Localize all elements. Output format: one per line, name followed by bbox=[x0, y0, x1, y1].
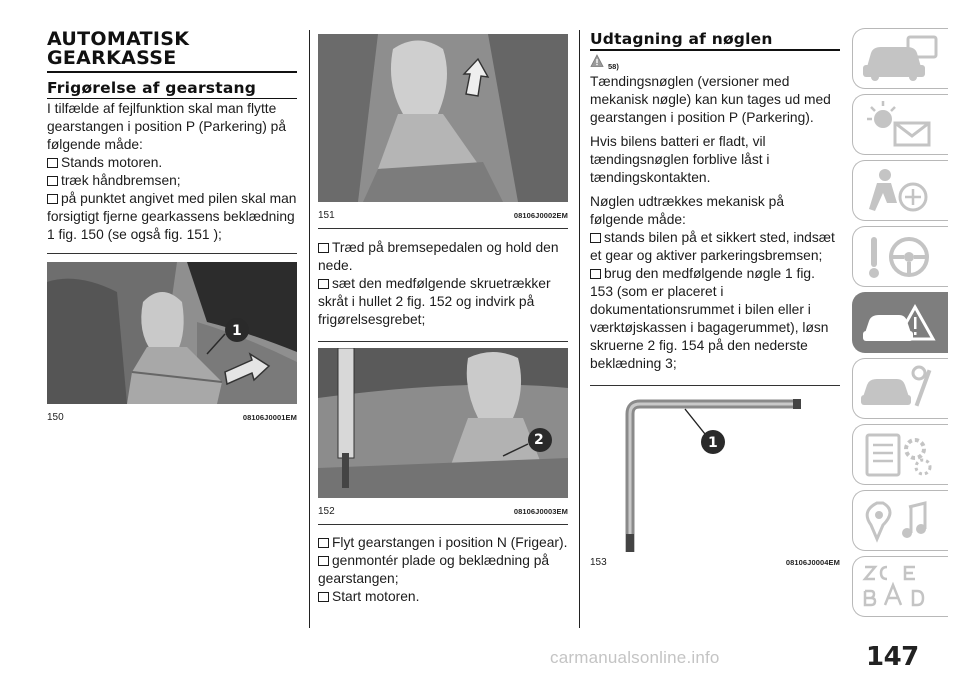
figure-153-code: 08106J0004EM bbox=[785, 558, 840, 568]
chapter-tabs bbox=[852, 28, 948, 622]
key-para-2: Hvis bilens batteri er fladt, vil tændingsnøglen forblive låst i tændingskontakten. bbox=[590, 133, 770, 185]
figure-150-photo bbox=[47, 262, 297, 404]
figure-152-caption bbox=[318, 498, 568, 524]
section-title-line-2: GEARKASSE bbox=[47, 47, 177, 69]
step-refit-cover: genmontér plade og beklædning på gearstangen; bbox=[318, 553, 550, 586]
warning-reference bbox=[590, 53, 840, 73]
callout-1-label: 1 bbox=[708, 434, 718, 451]
figure-rule bbox=[318, 524, 568, 525]
checkbox-bullet-icon bbox=[590, 269, 601, 279]
gear-lever-cover-illustration bbox=[47, 262, 297, 404]
step-press-brake: Træd på bremsepedalen og hold den nede. bbox=[318, 240, 559, 273]
checkbox-bullet-icon bbox=[318, 538, 329, 548]
title-rule bbox=[47, 71, 297, 73]
tab-index[interactable] bbox=[852, 556, 948, 617]
checkbox-bullet-icon bbox=[318, 556, 329, 566]
column-3 bbox=[590, 30, 840, 574]
step-insert-screwdriver: sæt den medfølgende skruetrækker skråt i hullet 2 fig. 152 og indvirk på frigørelsesgrebet; bbox=[318, 276, 551, 327]
key-para-3: Nøglen udtrækkes mekanisk på følgende måde: bbox=[590, 193, 785, 227]
figure-150-number: 150 bbox=[47, 411, 64, 423]
hex-key-illustration bbox=[590, 394, 840, 552]
page-number: 147 bbox=[866, 642, 919, 672]
section-title-line-1: AUTOMATISK bbox=[47, 28, 190, 50]
checkbox-bullet-icon bbox=[47, 194, 58, 204]
tab-warning-lights[interactable] bbox=[852, 94, 948, 155]
car-maintenance-icon bbox=[853, 359, 947, 417]
step-move-to-neutral: Flyt gearstangen i position N (Frigear). bbox=[318, 534, 568, 552]
figure-152-number: 152 bbox=[318, 505, 335, 517]
callout-1-label: 1 bbox=[232, 323, 242, 340]
column-divider-2 bbox=[579, 30, 580, 628]
tab-dashboard[interactable] bbox=[852, 28, 948, 89]
column-divider-1 bbox=[309, 30, 310, 628]
intro-paragraph: I tilfælde af fejlfunktion skal man flytte gearstangen i position P (Parkering) på følgende måde: bbox=[47, 101, 287, 153]
multimedia-icon bbox=[853, 491, 947, 549]
callout-2-label: 2 bbox=[534, 432, 544, 448]
figure-153-number: 153 bbox=[590, 557, 607, 569]
gear-lever-closeup-illustration bbox=[318, 34, 568, 202]
figure-152-photo bbox=[318, 348, 568, 498]
warning-triangle-icon bbox=[590, 54, 604, 68]
step-stop-engine: Stands motoren. bbox=[47, 154, 297, 172]
warning-ref-number: 58) bbox=[608, 61, 619, 71]
figure-153-drawing bbox=[590, 394, 840, 552]
column-2 bbox=[318, 30, 568, 606]
figure-153-caption bbox=[590, 552, 840, 574]
figure-rule bbox=[590, 385, 840, 386]
watermark: carmanualsonline.info bbox=[550, 648, 720, 667]
figure-150-code: 08106J0001EM bbox=[242, 412, 297, 422]
checkbox-bullet-icon bbox=[47, 158, 58, 168]
column-1 bbox=[47, 30, 297, 430]
alphabetical-index-icon bbox=[853, 557, 947, 615]
tab-in-an-emergency[interactable] bbox=[852, 292, 948, 353]
screwdriver-release-illustration bbox=[318, 348, 568, 498]
figure-rule bbox=[318, 341, 568, 342]
steering-wheel-icon bbox=[853, 227, 947, 285]
warning-lights-icon bbox=[853, 95, 947, 153]
step-remove-cover: på punktet angivet med pilen skal man forsigtigt fjerne gearkassens beklædning 1 fig. 150 (se også fig. 151 ); bbox=[47, 191, 297, 243]
tab-safety[interactable] bbox=[852, 160, 948, 221]
checkbox-bullet-icon bbox=[318, 279, 329, 289]
tab-technical-data[interactable] bbox=[852, 424, 948, 485]
figure-151-photo bbox=[318, 34, 568, 202]
subtitle-rule bbox=[47, 98, 297, 100]
checkbox-bullet-icon bbox=[318, 592, 329, 602]
figure-rule bbox=[318, 228, 568, 229]
figure-151-number: 151 bbox=[318, 209, 335, 221]
figure-150-caption bbox=[47, 404, 297, 430]
car-dashboard-icon bbox=[853, 29, 947, 87]
emergency-car-icon bbox=[853, 293, 947, 351]
airbag-safety-icon bbox=[853, 161, 947, 219]
key-para-1: Tændingsnøglen (versioner med mekanisk nøgle) kan kun tages ud med gearstangen i position P (Parkering). bbox=[590, 73, 831, 125]
checkbox-bullet-icon bbox=[47, 176, 58, 186]
step-handbrake: træk håndbremsen; bbox=[47, 172, 297, 190]
key-section-title: Udtagning af nøglen bbox=[590, 30, 773, 48]
step-start-engine: Start motoren. bbox=[318, 588, 568, 606]
subsection-title: Frigørelse af gearstang bbox=[47, 78, 257, 97]
figure-151-caption bbox=[318, 202, 568, 228]
figure-152-code: 08106J0003EM bbox=[513, 506, 568, 516]
key-step-park: stands bilen på et sikkert sted, indsæt et gear og aktiver parkeringsbremsen; bbox=[590, 229, 835, 263]
figure-rule bbox=[47, 253, 297, 254]
checkbox-bullet-icon bbox=[590, 233, 601, 243]
checkbox-bullet-icon bbox=[318, 243, 329, 253]
key-title-rule bbox=[590, 49, 840, 51]
tab-starting-driving[interactable] bbox=[852, 226, 948, 287]
technical-data-icon bbox=[853, 425, 947, 483]
tab-multimedia[interactable] bbox=[852, 490, 948, 551]
tab-maintenance[interactable] bbox=[852, 358, 948, 419]
key-step-loosen-screws: brug den medfølgende nøgle 1 fig. 153 (som er placeret i dokumentationsrummet i bilen eller i værktøjskassen i bagagerummet), løsn skruerne 2 fig. 154 på den nederste beklædning 3; bbox=[590, 265, 829, 371]
figure-151-code: 08106J0002EM bbox=[513, 210, 568, 220]
